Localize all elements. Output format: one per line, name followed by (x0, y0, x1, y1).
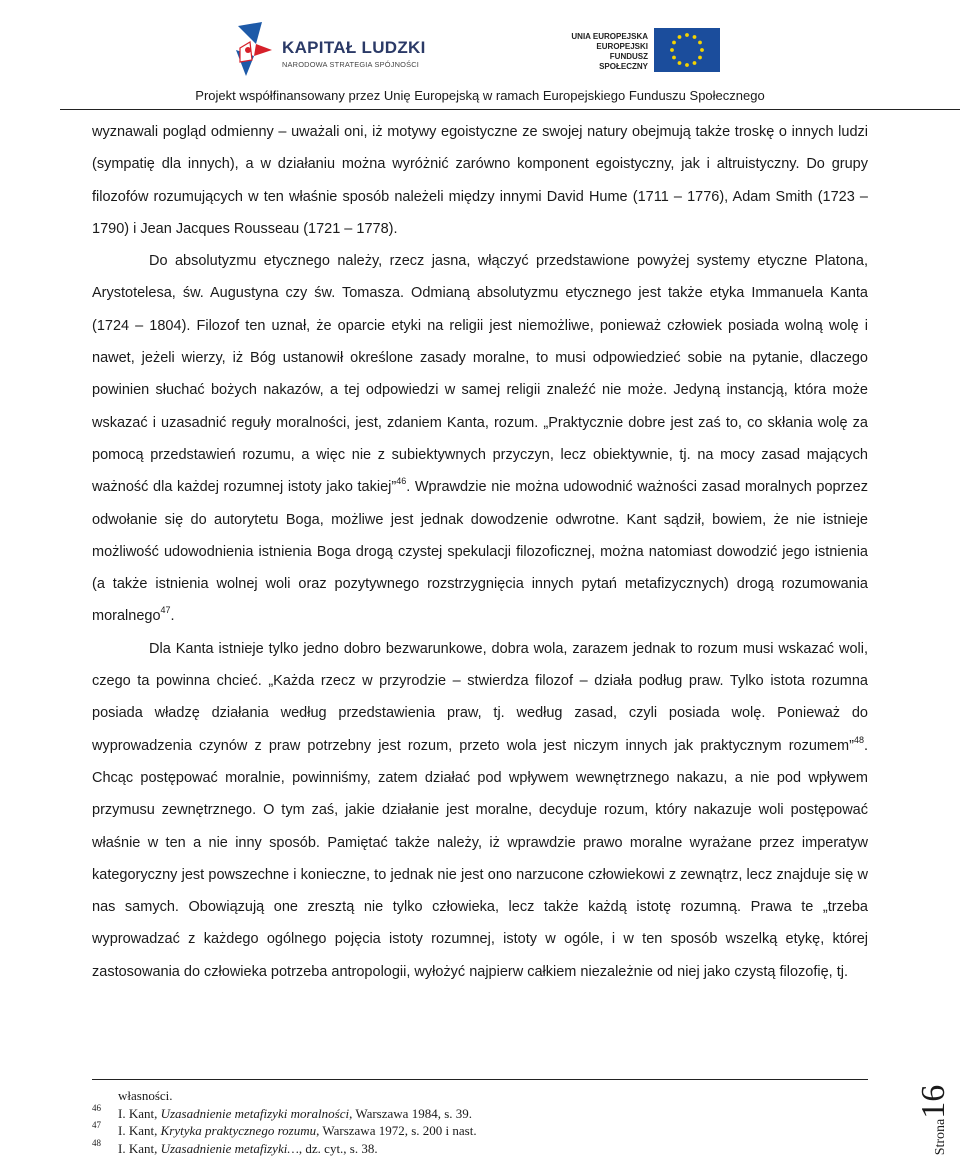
paragraph-3 (92, 633, 868, 988)
footnote-continuation: własności. (118, 1088, 173, 1103)
footnote-author: I. Kant, (118, 1140, 161, 1156)
footnote-author: I. Kant, (118, 1105, 161, 1121)
eu-logo-line3: FUNDUSZ SPOŁECZNY (599, 52, 648, 71)
header-divider (60, 109, 960, 110)
page-number-value: 16 (915, 1084, 952, 1119)
footnote-47 (92, 1122, 868, 1140)
eu-flag-icon (654, 28, 720, 72)
paragraph-2-text-c: . (170, 608, 175, 625)
page-number (915, 1085, 953, 1156)
paragraph-1 (92, 116, 868, 245)
main-text (92, 116, 868, 988)
footnote-title: Krytyka praktycznego rozumu (160, 1123, 317, 1138)
footnote-ref-46[interactable]: 46 (396, 476, 407, 487)
paragraph-2-text-a: Do absolutyzmu etycznego należy, rzecz jasna, włączyć przedstawione powyżej systemy etyczne Platona, Arystotelesa, św. Augustyna czy św. Tomasza. Odmianą absolutyzmu etycznego jest także etyka Immanuela Kanta (1724 – 1804). Filozof ten uznał, że oparcie etyki na religii jest niemożliwe, ponieważ człowiek posiada wolną wolę i nawet, jeżeli wierzy, iż Bóg ustanowił określone zasady moralne, to musi odpowiedzieć sobie na pytanie, dlaczego powinien słuchać bożych nakazów, a tej odpowiedzi w samej religii znaleźć nie może. Jedyną instancją, która może wskazać i uzasadnić reguły moralności, jest, zdaniem Kanta, rozum. „Praktycznie dobre jest zaś to, co skłania wolę za pomocą przedstawień rozumu, a więc nie z subiektywnych przyczyn, lecz obiektywnie, tj. na mocy zasad mających ważność dla każdej rozumnej istoty jako takiej” (92, 253, 868, 496)
footnote-title: Uzasadnienie metafizyki… (160, 1140, 299, 1156)
footnote-author: I. Kant, (118, 1123, 161, 1138)
kapital-ludzki-star-icon (232, 20, 272, 78)
eu-logo-line2: EUROPEJSKI (596, 42, 648, 51)
footnote-number: 48 (92, 1137, 101, 1148)
kapital-ludzki-title: KAPITAŁ LUDZKI (282, 38, 426, 57)
paragraph-2-text-b: . Wprawdzie nie można udowodnić ważności zasad moralnych poprzez odwołanie się do autorytetu Boga, możliwe jest jednak dowodzenie odwrotne. Kant sądził, bowiem, że nie istnieje możliwość udowodnienia istnienia Boga drogą czystej spekulacji filozoficznej, można natomiast dowodzić jego istnienia (a także istnienia wolnej woli oraz pozytywnego rozstrzygnięcia innych pytań metafizycznych) drogą rozumowania moralnego (92, 479, 868, 625)
page-header (0, 0, 960, 112)
footnote-48 (92, 1137, 868, 1158)
eu-logo-line1: UNIA EUROPEJSKA (571, 32, 648, 41)
project-caption: Projekt współfinansowany przez Unię Europejską w ramach Europejskiego Funduszu Społecznego (195, 88, 765, 103)
footnote-details: , dz. cyt., s. 38. (298, 1140, 378, 1156)
footnote-number: 47 (92, 1120, 101, 1130)
kapital-ludzki-logo (232, 20, 426, 80)
footnote-ref-47[interactable]: 47 (160, 605, 171, 616)
eu-social-fund-logo (566, 28, 726, 74)
paragraph-1-text: wyznawali pogląd odmienny – uważali oni, iż motywy egoistyczne ze swojej natury obejmują także troskę o innych ludzi (sympatię dla innych), a w działaniu można wyróżnić zarówno komponent egoistyczny, jak i altruistyczny. Do grupy filozofów rozumujących w ten właśnie sposób należeli między innymi David Hume (1711 – 1776), Adam Smith (1723 – 1790) i Jean Jacques Rousseau (1721 – 1778). (92, 124, 868, 237)
paragraph-2 (92, 245, 868, 633)
footnote-divider (92, 1079, 868, 1080)
footnote-details: , Warszawa 1972, s. 200 i nast. (316, 1123, 477, 1138)
paragraph-3-text-a: Dla Kanta istnieje tylko jedno dobro bezwarunkowe, dobra wola, zarazem jednak to rozum musi wskazać woli, czego ta powinna chcieć. „Każda rzecz w przyrodzie – stwierdza filozof – działa podług praw. Tylko istota rozumna posiada władzę działania według przedstawienia praw, tj. według zasad, czyli posiada wolę. Ponieważ do wyprowadzenia czynów z praw potrzebny jest rozum, przeto wola jest niczym innych jak praktycznym rozumem” (92, 640, 868, 754)
eu-logo-text (566, 32, 648, 72)
page-number-label: Strona (933, 1118, 948, 1156)
kapital-ludzki-subtitle: NARODOWA STRATEGIA SPÓJNOŚCI (282, 60, 420, 69)
footnote-46 (92, 1102, 868, 1123)
paragraph-3-text-b: . Chcąc postępować moralnie, powinniśmy, zatem działać pod wpływem wewnętrznego nakazu, a nie pod wpływem przymusu zewnętrznego. O tym zaś, jakie działanie jest moralne, decyduje rozum, który nakazuje woli postępować właśnie w ten a nie inny sposób. Pamiętać także należy, iż wprawdzie prawo moralne wyrażane przez imperatyw kategoryczny jest powszechne i konieczne, to jednak nie jest ono narzucone człowiekowi z zewnątrz, lecz znajduje się w nas samych. Obowiązują one zresztą nie tylko człowieka, lecz także każdą istotę rozumną. Prawa te „trzeba wyprowadzać z każdego ogólnego pojęcia istoty rozumnej, istoty w ogóle, i w ten sposób wszelką etykę, której zastosowania do człowieka potrzeba antropologii, wyłożyć najpierw całkiem niezależnie od niej jako czystą filozofię, tj. (92, 737, 868, 980)
footnote-details: , Warszawa 1984, s. 39. (349, 1105, 473, 1121)
footnotes (92, 1087, 868, 1157)
footnote-number: 46 (92, 1102, 101, 1113)
footnote-ref-48[interactable]: 48 (853, 734, 864, 745)
footnote-title: Uzasadnienie metafizyki moralności (160, 1105, 350, 1121)
